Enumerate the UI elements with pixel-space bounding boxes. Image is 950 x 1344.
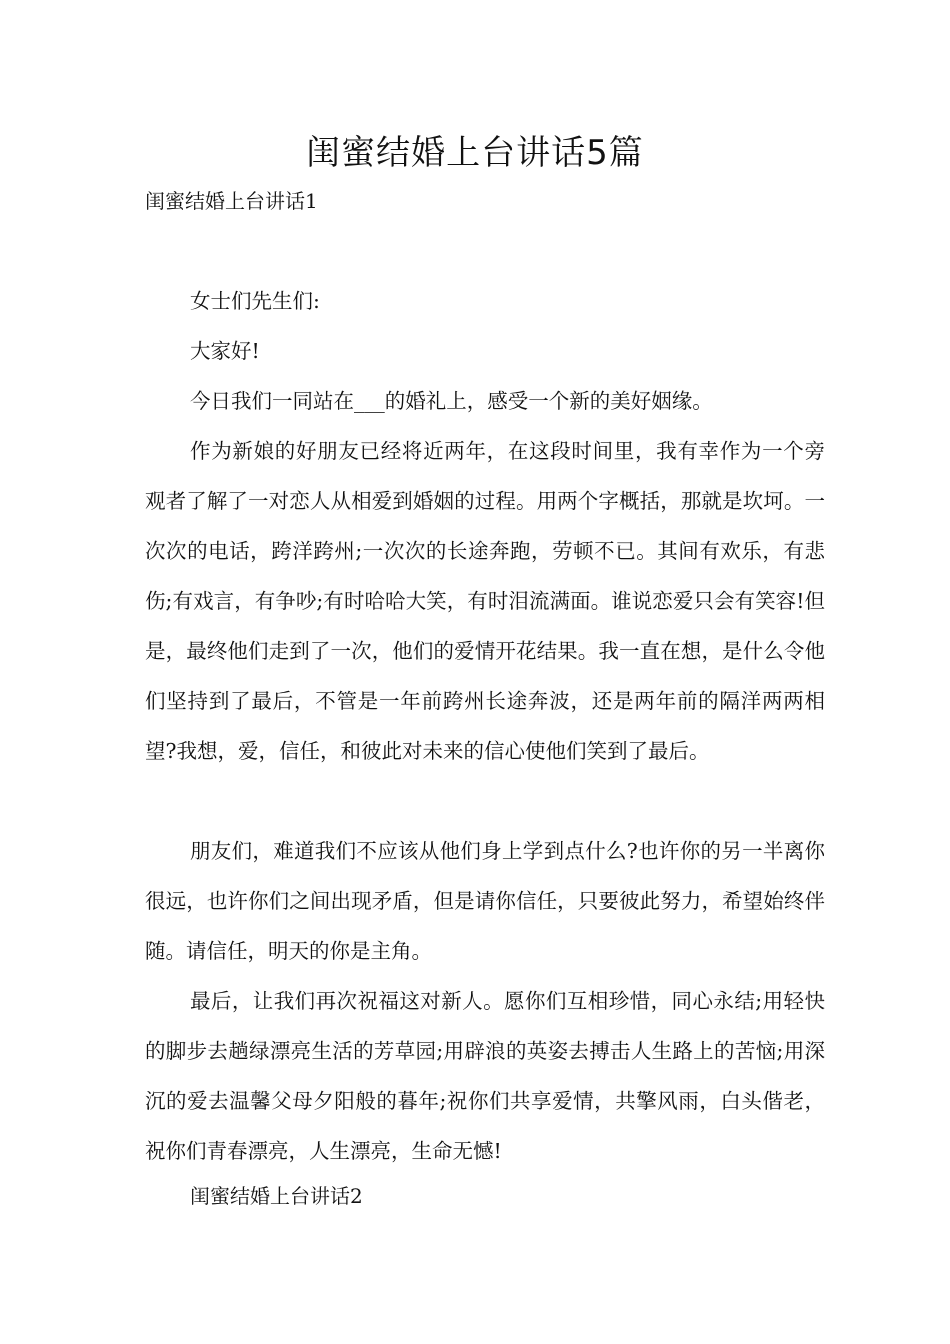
blessing-paragraph: 最后，让我们再次祝福这对新人。愿你们互相珍惜，同心永结;用轻快的脚步去趟绿漂亮生活的芳草园;用辟浪的英姿去搏击人生路上的苦恼;用深沉的爱去温馨父母夕阳般的暮年;祝你们共享爱情，共擎风雨，白头偕老，祝你们青春漂亮，人生漂亮，生命无憾!: [145, 989, 825, 1163]
friends-paragraph: 朋友们，难道我们不应该从他们身上学到点什么?也许你的另一半离你很远，也许你们之间出现矛盾，但是请你信任，只要彼此努力，希望始终伴随。请信任，明天的你是主角。: [145, 839, 825, 963]
greeting-paragraph: 女士们先生们:: [190, 289, 320, 313]
section-1-heading: 闺蜜结婚上台讲话1: [145, 189, 318, 213]
story-paragraph: 作为新娘的好朋友已经将近两年，在这段时间里，我有幸作为一个旁观者了解了一对恋人从相爱到婚姻的过程。用两个字概括，那就是坎坷。一次次的电话，跨洋跨州;一次次的长途奔跑，劳顿不已。其间有欢乐，有悲伤;有戏言，有争吵;有时哈哈大笑，有时泪流满面。谁说恋爱只会有笑容!但是，最终他们走到了一次，他们的爱情开花结果。我一直在想，是什么令他们坚持到了最后，不管是一年前跨州长途奔波，还是两年前的隔洋两两相望?我想，爱，信任，和彼此对未来的信心使他们笑到了最后。: [145, 439, 825, 763]
document-title: 闺蜜结婚上台讲话5篇: [306, 133, 644, 173]
hello-paragraph: 大家好!: [190, 339, 260, 363]
intro-paragraph: 今日我们一同站在___的婚礼上，感受一个新的美好姻缘。: [190, 389, 713, 413]
section-2-heading: 闺蜜结婚上台讲话2: [190, 1184, 363, 1208]
